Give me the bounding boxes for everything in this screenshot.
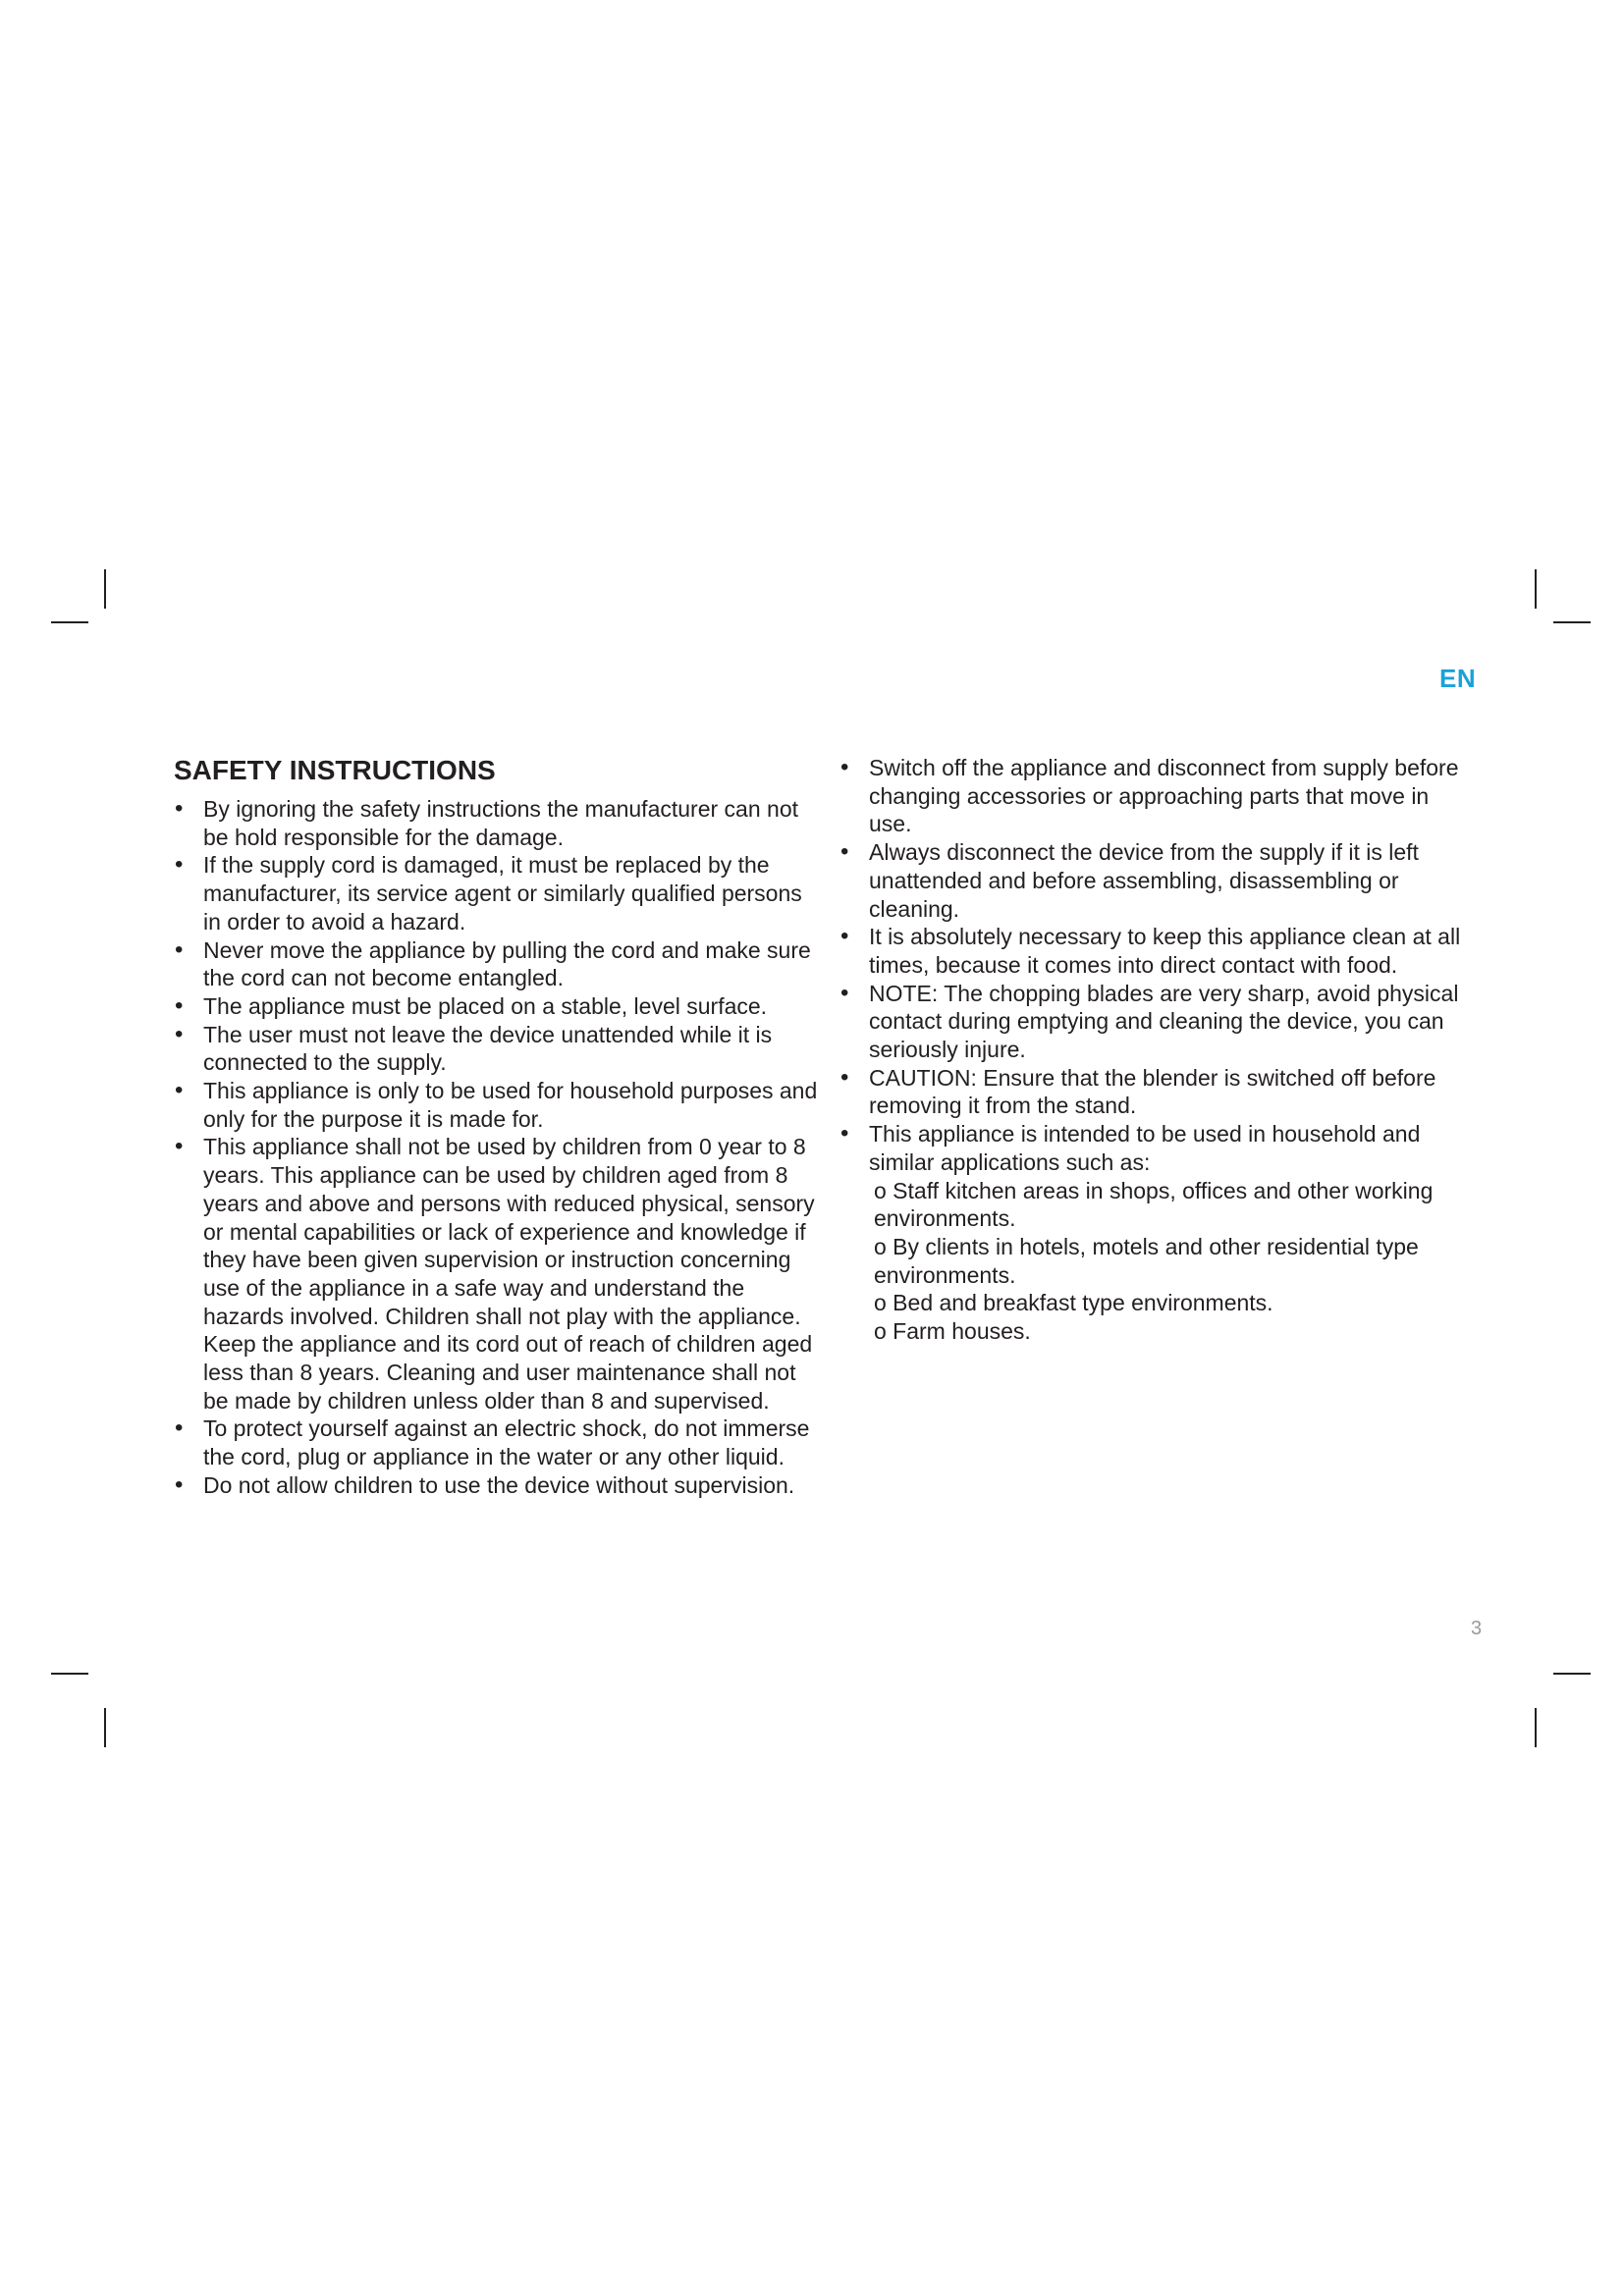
crop-mark <box>104 569 106 609</box>
usage-sub-item: o Staff kitchen areas in shops, offices and other working environments. <box>874 1177 1434 1232</box>
crop-mark <box>1535 569 1537 609</box>
list-item: • To protect yourself against an electric shock, do not immerse the cord, plug or appliance in the water or any other liquid. <box>174 1415 822 1470</box>
list-item-usage <box>839 1120 1468 1346</box>
list-item: • CAUTION: Ensure that the blender is switched off before removing it from the stand. <box>839 1064 1468 1120</box>
crop-mark <box>1535 1708 1537 1747</box>
list-item: • Never move the appliance by pulling the cord and make sure the cord can not become entangled. <box>174 936 822 992</box>
crop-mark <box>51 1673 88 1675</box>
list-item: • The appliance must be placed on a stable, level surface. <box>174 992 822 1021</box>
list-item: • Always disconnect the device from the supply if it is left unattended and before assembling, disassembling or cleaning. <box>839 838 1468 923</box>
list-item: • If the supply cord is damaged, it must be replaced by the manufacturer, its service agent or similarly qualified persons in order to avoid a hazard. <box>174 851 822 935</box>
section-title: SAFETY INSTRUCTIONS <box>174 755 496 785</box>
list-item: • This appliance shall not be used by children from 0 year to 8 years. This appliance can be used by children aged from 8 years and above and persons with reduced physical, sensory or mental capabilities or lack of experience and knowledge if they have been given supervision or instruction concerning use of the appliance in a safe way and understand the hazards involved. Children shall not play with the appliance. Keep the appliance and its cord out of reach of children aged less than 8 years. Cleaning and user maintenance shall not be made by children unless older than 8 and supervised. <box>174 1133 822 1415</box>
list-item: • The user must not leave the device unattended while it is connected to the supply. <box>174 1021 822 1077</box>
usage-sub-item: o Farm houses. <box>874 1318 1031 1345</box>
safety-list-left <box>174 795 822 1500</box>
list-item: • NOTE: The chopping blades are very sharp, avoid physical contact during emptying and cleaning the device, you can seriously injure. <box>839 980 1468 1064</box>
list-item: • Do not allow children to use the device without supervision. <box>174 1471 822 1500</box>
language-tag: EN <box>1439 664 1477 693</box>
page-number: 3 <box>1471 1618 1483 1639</box>
usage-sub-item: o By clients in hotels, motels and other residential type environments. <box>874 1233 1419 1288</box>
crop-mark <box>104 1708 106 1747</box>
crop-mark <box>1553 1673 1591 1675</box>
crop-mark <box>51 621 88 623</box>
right-column <box>839 754 1468 1346</box>
usage-intro: This appliance is intended to be used in household and similar applications such as: <box>869 1121 1421 1175</box>
crop-mark <box>1553 621 1591 623</box>
list-item: • By ignoring the safety instructions the manufacturer can not be hold responsible for the damage. <box>174 795 822 851</box>
usage-sub-item: o Bed and breakfast type environments. <box>874 1290 1273 1316</box>
safety-list-right <box>839 754 1468 1346</box>
left-column <box>174 754 822 1500</box>
list-item: • This appliance is only to be used for household purposes and only for the purpose it is made for. <box>174 1077 822 1133</box>
list-item: • Switch off the appliance and disconnect from supply before changing accessories or approaching parts that move in use. <box>839 754 1468 838</box>
list-item: • It is absolutely necessary to keep this appliance clean at all times, because it comes into direct contact with food. <box>839 923 1468 979</box>
